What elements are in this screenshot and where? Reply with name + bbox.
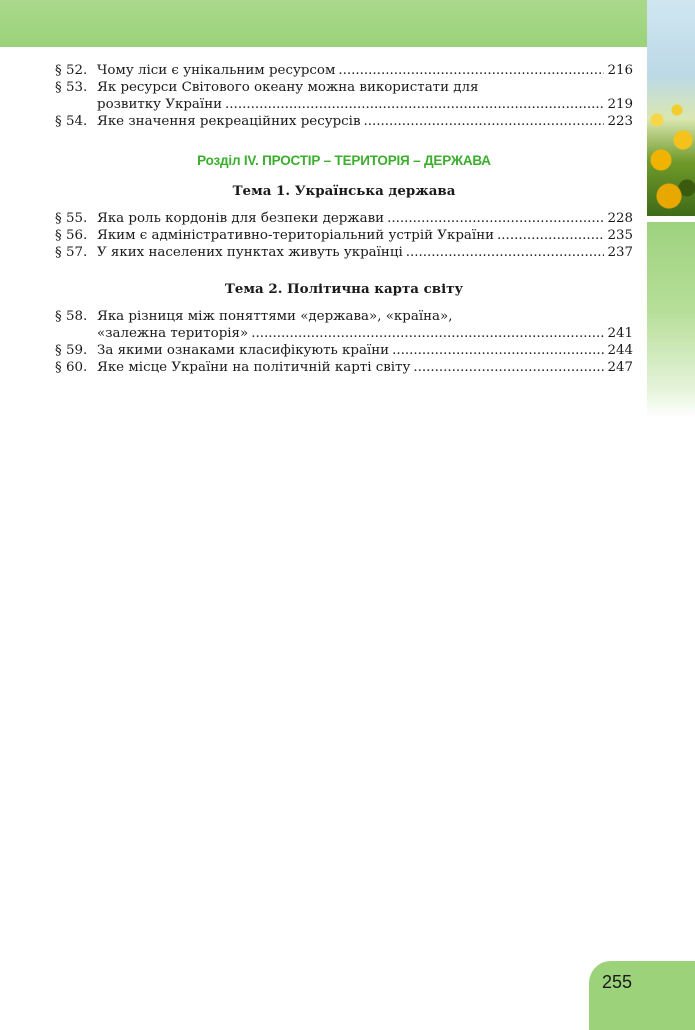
top-header-band (0, 0, 695, 47)
entry-page: 235 (607, 228, 633, 243)
toc-entry[interactable] (55, 308, 633, 342)
entry-number: § 55. (55, 211, 88, 226)
entry-number: § 56. (55, 228, 88, 243)
table-of-contents (55, 62, 633, 376)
entry-page: 247 (607, 360, 633, 375)
entry-page: 223 (607, 114, 633, 129)
entry-title: Чому ліси є унікальним ресурсом (97, 63, 336, 78)
entry-number: § 54. (55, 114, 88, 129)
entry-page: 219 (607, 97, 633, 112)
dot-leader (364, 113, 605, 130)
toc-entry[interactable] (55, 62, 633, 79)
entry-page: 244 (607, 343, 633, 358)
entry-title: Яке значення рекреаційних ресурсів (97, 114, 361, 129)
toc-entry[interactable] (55, 113, 633, 130)
section-heading: Розділ IV. ПРОСТІР – ТЕРИТОРІЯ – ДЕРЖАВА (197, 153, 491, 168)
entry-number: § 53. (55, 80, 88, 95)
side-accent-band (647, 222, 695, 417)
entry-number: § 57. (55, 245, 88, 260)
entry-title: У яких населених пунктах живуть українці (97, 245, 403, 260)
toc-entry[interactable] (55, 244, 633, 261)
entry-number: § 60. (55, 360, 88, 375)
dot-leader (338, 62, 604, 79)
dot-leader (406, 244, 605, 261)
entry-title: Яке місце України на політичній карті світу (97, 360, 411, 375)
dot-leader (225, 96, 604, 113)
page-number: 255 (602, 972, 633, 992)
entry-page: 241 (607, 326, 633, 341)
dot-leader (392, 342, 604, 359)
toc-entry[interactable] (55, 79, 633, 113)
entry-title: Яким є адміністративно-територіальний устрій України (97, 228, 495, 243)
toc-entry[interactable] (55, 359, 633, 376)
entry-title: За якими ознаками класифікують країни (97, 343, 390, 358)
entry-title: Як ресурси Світового океану можна використати для (97, 80, 479, 95)
entry-title-continued: розвитку України (97, 97, 223, 112)
toc-entry[interactable] (55, 342, 633, 359)
toc-entry[interactable] (55, 210, 633, 227)
topic-heading: Тема 1. Українська держава (232, 183, 456, 199)
entry-title: Яка роль кордонів для безпеки держави (97, 211, 385, 226)
entry-page: 216 (607, 63, 633, 78)
toc-entry[interactable] (55, 227, 633, 244)
dot-leader (387, 210, 604, 227)
entry-number: § 59. (55, 343, 88, 358)
topic-heading: Тема 2. Політична карта світу (224, 281, 464, 297)
entry-number: § 52. (55, 63, 88, 78)
entry-number: § 58. (55, 309, 88, 324)
dot-leader (497, 227, 604, 244)
entry-title-continued: «залежна територія» (97, 326, 249, 341)
sunflower-field-image (647, 0, 695, 216)
dot-leader (251, 325, 604, 342)
dot-leader (413, 359, 604, 376)
entry-title: Яка різниця між поняттями «держава», «країна», (97, 309, 453, 324)
entry-page: 237 (607, 245, 633, 260)
entry-page: 228 (607, 211, 633, 226)
